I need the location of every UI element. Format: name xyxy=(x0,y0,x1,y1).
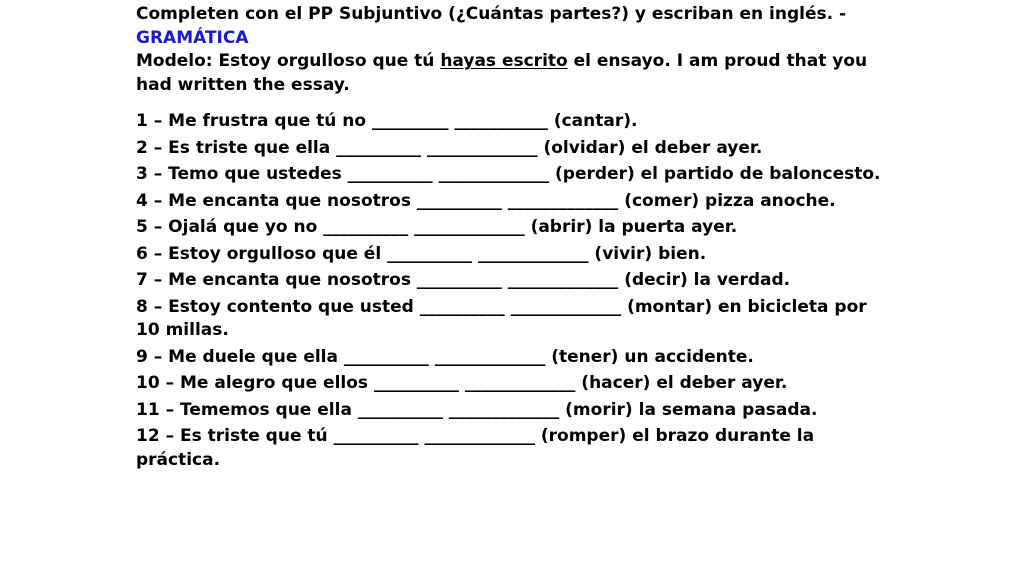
exercise-item: 3 – Temo que ustedes __________ _____________ (perder) el partido de baloncesto. xyxy=(136,164,881,184)
exercise-item: 4 – Me encanta que nosotros __________ _____________ (comer) pizza anoche. xyxy=(136,190,836,211)
exercise-item: 9 – Me duele que ella __________ _____________ (tener) un accidente. xyxy=(136,346,754,367)
exercise-item: 2 – Es triste que ella __________ _____________ (olvidar) el deber ayer. xyxy=(136,137,763,158)
instructions xyxy=(136,3,896,50)
spacer xyxy=(136,97,896,110)
exercise-item: 10 – Me alegro que ellos __________ _____________ (hacer) el deber ayer. xyxy=(136,373,788,393)
model-underlined-answer: hayas escrito xyxy=(440,51,568,71)
exercise-item: 1 – Me frustra que tú no _________ ___________ (cantar). xyxy=(136,111,638,131)
exercise-item: 12 – Es triste que tú __________ _____________ (romper) el brazo durante la práctica. xyxy=(136,426,815,470)
exercise-item: 8 – Estoy contento que usted __________ _____________ (montar) en bicicleta por 10 millas. xyxy=(136,296,867,340)
exercise-item: 7 – Me encanta que nosotros __________ _____________ (decir) la verdad. xyxy=(136,270,791,290)
model-suffix: el ensayo. I am proud that you had written the essay. xyxy=(136,51,868,95)
model-prefix: Modelo: Estoy orgulloso que tú xyxy=(136,51,441,71)
exercise-item: 5 – Ojalá que yo no __________ _____________ (abrir) la puerta ayer. xyxy=(136,217,738,237)
instructions-text: Completen con el PP Subjuntivo (¿Cuántas partes?) y escriban en inglés. - xyxy=(136,4,847,24)
exercise-item: 11 – Tememos que ella __________ _____________ (morir) la semana pasada. xyxy=(136,399,818,420)
worksheet xyxy=(136,3,896,472)
grammar-label: GRAMÁTICA xyxy=(136,27,249,48)
model-sentence xyxy=(136,50,896,97)
exercise-list xyxy=(136,110,896,472)
exercise-item: 6 – Estoy orgulloso que él __________ _____________ (vivir) bien. xyxy=(136,243,707,264)
